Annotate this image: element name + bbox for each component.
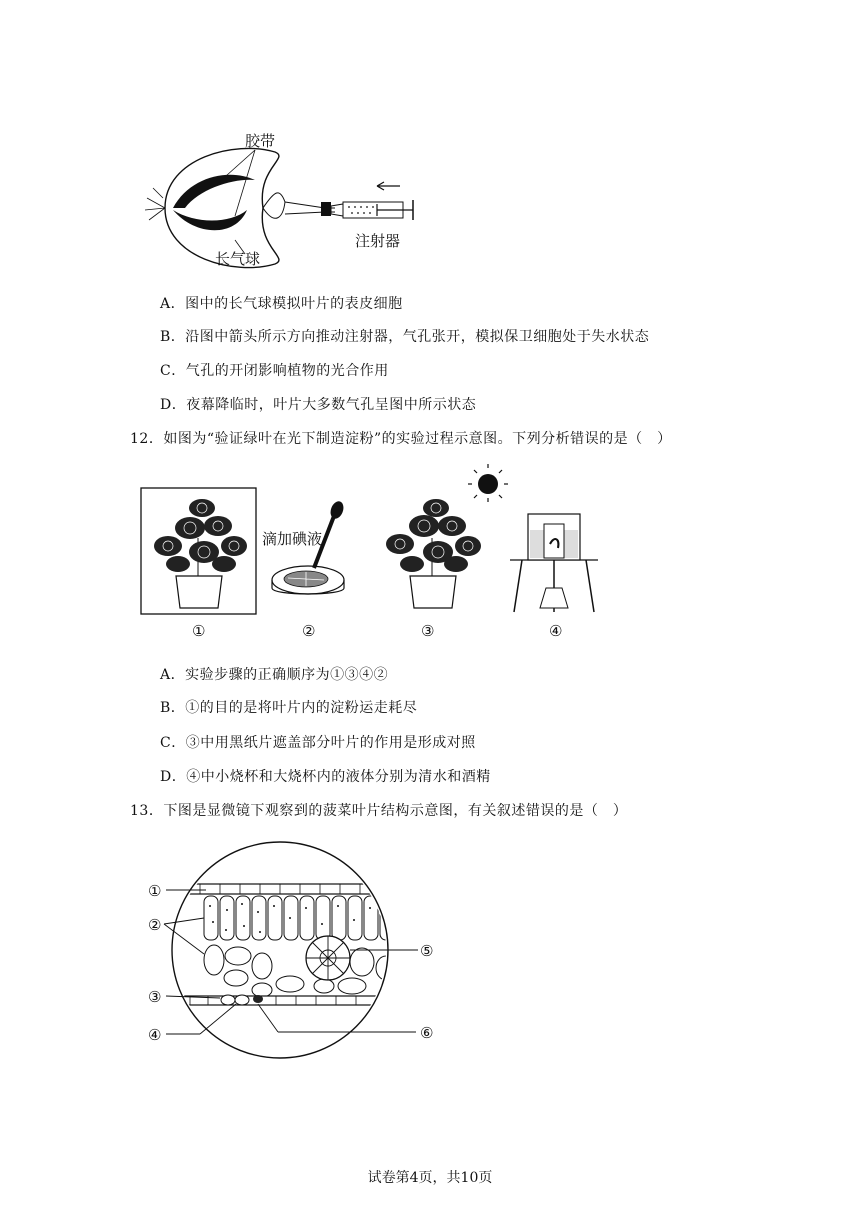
water-bath-icon: [510, 514, 598, 612]
q12-option-a[interactable]: A．实验步骤的正确顺序为①③④②: [160, 667, 389, 683]
step-4-label: ④: [549, 622, 563, 640]
q12-option-d[interactable]: D．④中小烧杯和大烧杯内的液体分别为清水和酒精: [160, 769, 491, 785]
label-6: ⑥: [420, 1024, 434, 1042]
page-footer: 试卷第4页，共10页: [367, 1170, 493, 1186]
q11-option-c[interactable]: C．气孔的开闭影响植物的光合作用: [160, 363, 389, 379]
q11-option-d[interactable]: D．夜幕降临时，叶片大多数气孔呈图中所示状态: [160, 397, 477, 413]
label-4: ④: [148, 1026, 162, 1044]
label-1: ①: [148, 882, 162, 900]
leaf-cross-section-figure: [140, 838, 450, 1063]
q13-stem: 13．下图是显微镜下观察到的菠菜叶片结构示意图，有关叙述错误的是（ ）: [130, 803, 628, 819]
lit-plant-icon: [386, 499, 481, 608]
label-5: ⑤: [420, 942, 434, 960]
q11-option-a[interactable]: A．图中的长气球模拟叶片的表皮细胞: [160, 296, 403, 312]
step-1-label: ①: [192, 622, 206, 640]
q12-stem: 12．如图为“验证绿叶在光下制造淀粉”的实验过程示意图。下列分析错误的是（ ）: [130, 431, 672, 447]
iodine-label: 滴加碘液: [262, 530, 323, 548]
step-2-label: ②: [302, 622, 316, 640]
q12-option-b[interactable]: B．①的目的是将叶片内的淀粉运走耗尽: [160, 700, 418, 716]
label-3: ③: [148, 988, 162, 1006]
petri-dish-icon: [272, 566, 344, 594]
q11-option-b[interactable]: B．沿图中箭头所示方向推动注射器，气孔张开，模拟保卫细胞处于失水状态: [160, 329, 650, 345]
step-3-label: ③: [421, 622, 435, 640]
starch-experiment-figure: [138, 468, 618, 646]
label-2: ②: [148, 916, 162, 934]
dark-plant-icon: [154, 499, 247, 608]
stomata-model-figure: [135, 128, 425, 273]
q12-option-c[interactable]: C．③中用黑纸片遮盖部分叶片的作用是形成对照: [160, 735, 476, 751]
syringe-label: 注射器: [355, 232, 401, 250]
balloon-label: 长气球: [215, 250, 261, 268]
sun-icon: [468, 464, 508, 502]
tape-label: 胶带: [245, 132, 276, 150]
